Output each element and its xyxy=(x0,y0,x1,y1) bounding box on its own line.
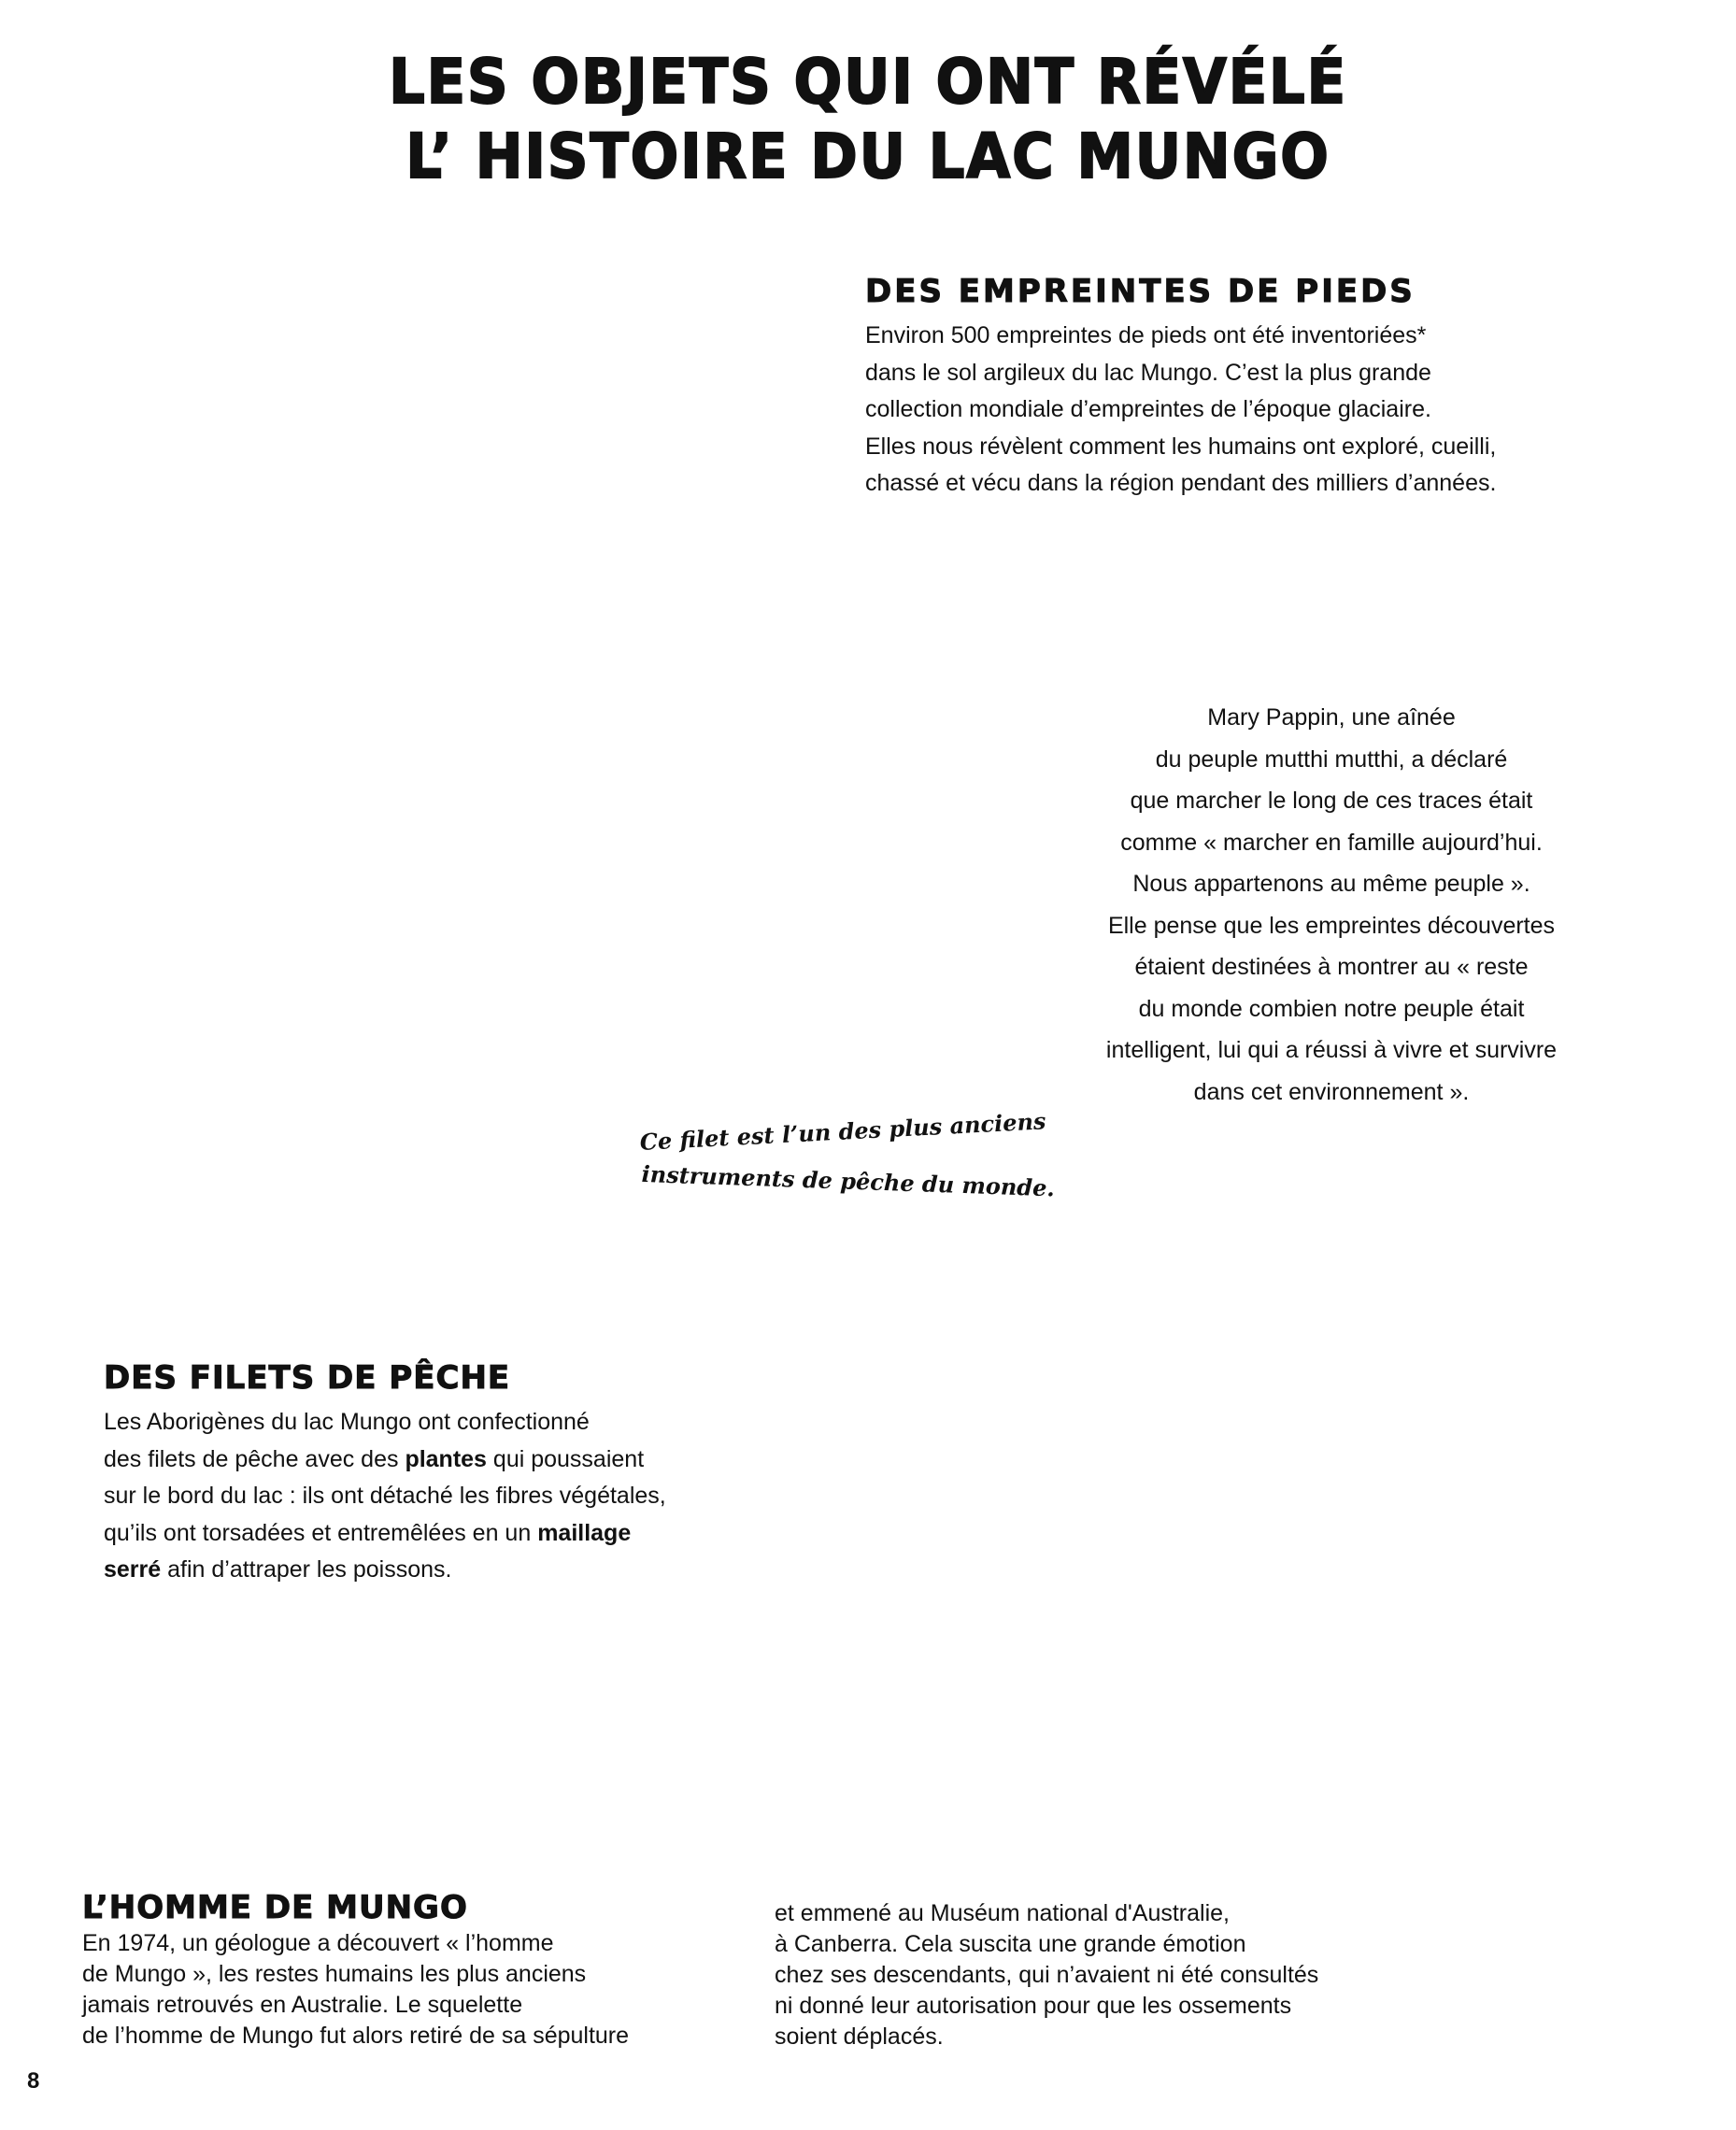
net-caption-line: Ce filet est l’un des plus anciens xyxy=(639,1107,1047,1156)
mungo-man-col1 xyxy=(82,1928,629,2052)
mungo-man-line: ni donné leur autorisation pour que les ossements xyxy=(775,1993,1292,2019)
mungo-man-line: de l’homme de Mungo fut alors retiré de sa sépulture xyxy=(82,2023,630,2049)
quote-line: Nous appartenons au même peuple ». xyxy=(1132,871,1530,897)
text-run: afin d’attraper les poissons. xyxy=(161,1556,452,1583)
fishing-nets-line xyxy=(104,1441,666,1479)
quote-line: du peuple mutthi mutthi, a déclaré xyxy=(1155,746,1508,773)
footprints-body xyxy=(865,318,1496,503)
section-footprints xyxy=(865,273,1496,503)
mungo-man-line: En 1974, un géologue a découvert « l’homme xyxy=(82,1930,554,1956)
page-title-line-1: LES OBJETS QUI ONT RÉVÉLÉ xyxy=(389,46,1347,118)
quote-line: étaient destinées à montrer au « reste xyxy=(1134,954,1529,980)
section-heading-mungo-man: L’HOMME DE MUNGO xyxy=(82,1889,468,1926)
emphasis-maillage: maillage xyxy=(537,1519,632,1546)
mungo-man-line: jamais retrouvés en Australie. Le squelette xyxy=(82,1992,523,2018)
footprints-line: dans le sol argileux du lac Mungo. C’est la plus grande xyxy=(865,359,1431,386)
net-caption xyxy=(639,1105,1056,1202)
net-caption-line: instruments de pêche du monde. xyxy=(641,1159,1056,1202)
fishing-nets-line: sur le bord du lac : ils ont détaché les fibres végétales, xyxy=(104,1483,666,1509)
fishing-nets-line xyxy=(104,1515,666,1553)
mungo-man-line: et emmené au Muséum national d'Australie, xyxy=(775,1900,1230,1926)
text-run: des filets de pêche avec des xyxy=(104,1445,406,1472)
quote-line: dans cet environnement ». xyxy=(1193,1078,1470,1105)
quote-line: intelligent, lui qui a réussi à vivre et survivre xyxy=(1105,1037,1558,1063)
footprints-line: chassé et vécu dans la région pendant des milliers d’années. xyxy=(865,470,1497,496)
page-title xyxy=(69,45,1666,194)
quote-line: que marcher le long de ces traces était xyxy=(1130,788,1533,814)
mungo-man-line: à Canberra. Cela suscita une grande émotion xyxy=(775,1931,1246,1957)
section-fishing-nets xyxy=(104,1359,666,1589)
emphasis-serre: serré xyxy=(104,1556,162,1583)
mungo-man-line: soient déplacés. xyxy=(775,2024,944,2050)
fishing-nets-line: Les Aborigènes du lac Mungo ont confectionné xyxy=(104,1409,590,1435)
text-run: qui poussaient xyxy=(486,1445,645,1472)
quote-line: Elle pense que les empreintes découvertes xyxy=(1107,912,1556,939)
fishing-nets-line xyxy=(104,1552,666,1589)
section-mungo-man xyxy=(82,1889,629,2052)
mungo-man-line: chez ses descendants, qui n’avaient ni été consultés xyxy=(775,1962,1319,1988)
page-title-line-2: L’ HISTOIRE DU LAC MUNGO xyxy=(406,121,1330,192)
fishing-nets-body xyxy=(104,1404,666,1589)
quote-line: comme « marcher en famille aujourd’hui. xyxy=(1120,829,1543,856)
footprints-line: collection mondiale d’empreintes de l’époque glaciaire. xyxy=(865,396,1431,422)
quote-mary-pappin xyxy=(1065,697,1598,1113)
quote-line: du monde combien notre peuple était xyxy=(1138,995,1525,1022)
mungo-man-line: de Mungo », les restes humains les plus anciens xyxy=(82,1961,587,1987)
footprints-line: Environ 500 empreintes de pieds ont été inventoriées* xyxy=(865,322,1427,348)
page-number: 8 xyxy=(27,2068,40,2094)
section-heading-fishing-nets: DES FILETS DE PÊCHE xyxy=(104,1359,511,1397)
mungo-man-col2 xyxy=(775,1898,1318,2052)
emphasis-plantes: plantes xyxy=(405,1445,487,1472)
quote-line: Mary Pappin, une aînée xyxy=(1207,704,1456,731)
footprints-line: Elles nous révèlent comment les humains ont exploré, cueilli, xyxy=(865,433,1497,460)
text-run: qu’ils ont torsadées et entremêlées en un xyxy=(104,1519,538,1546)
section-heading-footprints: DES EMPREINTES DE PIEDS xyxy=(865,273,1416,310)
